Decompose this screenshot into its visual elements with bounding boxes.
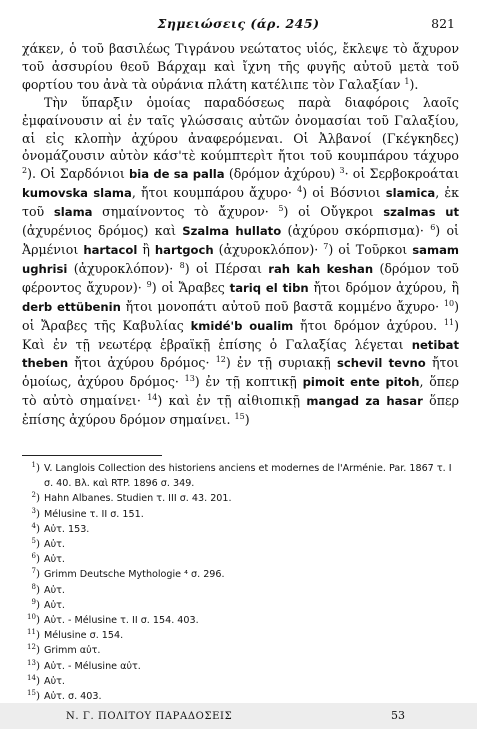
footnote bbox=[22, 659, 459, 674]
footnote-mark: $^{10}$) bbox=[27, 613, 40, 627]
text-run: ) οἱ Ἀρμένιοι bbox=[22, 223, 459, 257]
text-run: (δρόμον ἀχύρου) bbox=[224, 166, 340, 182]
footnote-text: Αὐτ. bbox=[44, 554, 65, 566]
text-run: ) οἱ Βόσνιοι bbox=[302, 185, 386, 201]
text-run: , ὅπερ τὸ αὐτὸ σημαίνει· bbox=[22, 374, 459, 409]
scan-footer bbox=[0, 703, 477, 729]
foreign-term: schevil tevno bbox=[336, 356, 426, 371]
text-run: ἤτοι μονοπάτι αὐτοῦ ποῦ βαστᾶ κομμένο ἄχυρο· bbox=[120, 298, 444, 314]
footnote-mark: $^1$) bbox=[31, 461, 40, 474]
main-text bbox=[22, 40, 459, 429]
text-run: ἤτοι δρόμον ἀχύρου. bbox=[293, 317, 444, 333]
text-run: ἢ bbox=[137, 241, 155, 257]
text-run: Τὴν ὕπαρξιν ὁμοίας παραδόσεως παρὰ διαφόροις λαοῖς ἐμφαίνουσιν αἱ ἐν ταῖς γλώσσαις αὐτῶν ὀνομασίαι τοῦ Γαλαξίου, αἱ εἰς κλοπὴν ἀχύρου ἀναφερόμεναι. Οἱ Ἀλβανοί (Γκέγκηδες) ὀνομάζουσιν αὐτὸν κάσ'τὲ κούμπτερὶτ ἤτοι τοῦ κουμπάρου τάχυρο bbox=[22, 94, 459, 164]
text-run: ) ἐν τῇ συριακῇ bbox=[225, 355, 337, 371]
footnote-number: 14 bbox=[27, 673, 36, 682]
footnote-ref: 5 bbox=[278, 204, 284, 214]
footnote-text: Αὐτ. bbox=[44, 584, 65, 596]
footnote bbox=[22, 613, 459, 628]
text-run: ) οἱ Ἄραβες τῆς Καβυλίας bbox=[22, 298, 459, 333]
footnote-number: 15 bbox=[27, 689, 36, 698]
footnote bbox=[22, 552, 459, 567]
foreign-term: samam ughrisi bbox=[22, 242, 459, 276]
foreign-term: slama bbox=[53, 205, 93, 220]
text-run: (ἀχυρένιος δρόμος) καὶ bbox=[22, 223, 183, 239]
footnote-ref: 4 bbox=[297, 185, 303, 195]
footnote-ref: 11 bbox=[443, 317, 455, 327]
footnote bbox=[22, 537, 459, 552]
footnote-mark: $^3$) bbox=[31, 506, 40, 520]
footnote-ref: 12 bbox=[215, 355, 226, 365]
footnotes bbox=[22, 461, 459, 704]
footnote-ref: 10 bbox=[443, 298, 455, 308]
foreign-term: bia de sa palla bbox=[129, 167, 225, 182]
footnote-ref: 14 bbox=[147, 393, 158, 403]
footnote-text: Αὐτ. bbox=[44, 599, 65, 611]
footnote-number: 5 bbox=[31, 537, 36, 546]
text-run: , ἤτοι κουμπάρου ἄχυρο· bbox=[131, 185, 298, 201]
foreign-term: tariq el tibn bbox=[229, 280, 309, 295]
footnote-mark: $^{14}$) bbox=[27, 673, 40, 687]
text-run: σημαίνοντος τὸ ἄχυρον· bbox=[92, 204, 279, 220]
footnote-ref: 1 bbox=[404, 76, 410, 86]
footnote-text: Mélusine τ. II σ. 151. bbox=[44, 508, 144, 520]
footer-page-number: 53 bbox=[391, 709, 405, 722]
footnote-text: Grimm αὐτ. bbox=[44, 645, 101, 657]
footnote-number: 12 bbox=[27, 643, 36, 652]
foreign-term: derb ettübenin bbox=[22, 299, 121, 314]
footnote-ref: 6 bbox=[430, 223, 436, 233]
footnote bbox=[22, 628, 459, 643]
text-run: ) ἐν τῇ κοπτικῇ bbox=[194, 374, 303, 390]
footnote-mark: $^2$) bbox=[31, 491, 40, 505]
footnote-number: 7 bbox=[31, 567, 36, 576]
footnote bbox=[22, 491, 459, 506]
running-title: Σημειώσεις (άρ. 245) bbox=[157, 16, 320, 31]
footnote-mark: $^7$) bbox=[31, 567, 40, 581]
footnote-mark: $^5$) bbox=[31, 537, 40, 551]
text-run: ἤτοι ἀχύρου δρόμος· bbox=[68, 355, 216, 371]
foreign-term: hartacol bbox=[83, 242, 138, 257]
footnote-number: 6 bbox=[31, 552, 36, 561]
footnote-text: Αὐτ. - Mélusine τ. II σ. 154. 403. bbox=[44, 615, 199, 627]
foreign-term: rah kah keshan bbox=[268, 261, 374, 276]
text-run: (δρόμον τοῦ φέροντος ἄχυρον)· bbox=[22, 260, 459, 295]
foreign-term: mangad za hasar bbox=[306, 394, 423, 409]
footnote-mark: $^9$) bbox=[31, 597, 40, 611]
page-number: 821 bbox=[431, 16, 455, 31]
text-run: ὅπερ ἐπίσης ἀχύρου δρόμον σημαίνει. bbox=[22, 393, 459, 428]
paragraph-1 bbox=[22, 40, 459, 94]
footnote-text: V. Langlois Collection des historiens anciens et modernes de l'Arménie. Par. 1867 τ. I σ. 40. Βλ. καὶ RTP. 1896 σ. 349. bbox=[44, 463, 452, 490]
text-run: ) bbox=[244, 412, 250, 428]
foreign-term: kmidé'b oualim bbox=[190, 318, 294, 333]
footnote-text: Hahn Albanes. Studien τ. III σ. 43. 201. bbox=[44, 493, 232, 505]
footnote-text: Αὐτ. σ. 403. bbox=[44, 691, 102, 703]
footnote-ref: 2 bbox=[22, 166, 28, 176]
text-run: ). bbox=[409, 76, 419, 92]
text-run: χάκεν, ὁ τοῦ βασιλέως Τιγράνου νεώτατος υἱός, ἔκλεψε τὸ ἄχυρον τοῦ ἀσσυρίου θεοῦ Βάρχαμ καὶ ἴχνη τῆς φυγῆς αὐτοῦ μετὰ τοῦ φορτίου του ἀνὰ τὰ οὐράνια πλάτη κατέλιπε τὸν Γαλαξίαν bbox=[22, 41, 459, 92]
footnote-number: 8 bbox=[31, 582, 36, 591]
text-run: , ἐκ τοῦ bbox=[22, 185, 460, 220]
text-run: (ἀχυροκλόπον)· bbox=[67, 260, 180, 276]
foreign-term: szalmas ut bbox=[383, 205, 459, 220]
footnote-number: 13 bbox=[27, 658, 36, 667]
foreign-term: slamica bbox=[385, 186, 436, 201]
footnote bbox=[22, 507, 459, 522]
text-run: (ἀχυροκλόπον)· bbox=[213, 241, 324, 257]
text-run: ). Οἱ Σαρδόνιοι bbox=[27, 166, 129, 182]
foreign-term: hartgoch bbox=[154, 242, 214, 257]
footnote-text: Αὐτ. bbox=[44, 539, 65, 551]
footnote-text: Αὐτ. bbox=[44, 675, 65, 687]
footer-title: Ν. Γ. ΠΟΛΙΤΟΥ ΠΑΡΑΔΟΣΕΙΣ bbox=[66, 711, 233, 722]
text-run: ) καὶ ἐν τῇ αἰθιοπικῇ bbox=[157, 393, 307, 409]
footnote-ref: 15 bbox=[234, 412, 245, 422]
footnote bbox=[22, 689, 459, 704]
footnote-ref: 3 bbox=[339, 166, 345, 176]
footnote-number: 10 bbox=[27, 613, 36, 622]
text-run: (ἀχύρου σκόρπισμα)· bbox=[281, 223, 431, 239]
text-run: ) οἱ Τοῦρκοι bbox=[328, 241, 413, 257]
footnote-separator bbox=[22, 455, 162, 456]
text-run: ) οἱ Ἄραβες bbox=[151, 279, 230, 295]
footnote-number: 9 bbox=[31, 597, 36, 606]
text-run: ἤτοι ὁμοίως, ἀχύρου δρόμος· bbox=[22, 355, 459, 390]
footnote-mark: $^{11}$) bbox=[27, 628, 40, 642]
running-header bbox=[20, 16, 457, 34]
footnote-text: Αὐτ. - Mélusine αὐτ. bbox=[44, 660, 141, 672]
footnote-mark: $^{15}$) bbox=[27, 689, 40, 703]
footnote bbox=[22, 583, 459, 598]
footnote-mark: $^8$) bbox=[31, 582, 40, 596]
footnote bbox=[22, 598, 459, 613]
paragraph-2 bbox=[22, 94, 459, 429]
foreign-term: netibat theben bbox=[22, 337, 459, 371]
footnote-text: Grimm Deutsche Mythologie ⁴ σ. 296. bbox=[44, 569, 225, 581]
footnote bbox=[22, 643, 459, 658]
footnote-number: 3 bbox=[31, 506, 36, 515]
footnote-text: Mélusine σ. 154. bbox=[44, 630, 124, 642]
footnote bbox=[22, 674, 459, 689]
footnote-ref: 9 bbox=[146, 279, 152, 289]
footnote-number: 1 bbox=[31, 461, 36, 469]
footnote-number: 11 bbox=[27, 628, 36, 637]
footnote-text: Αὐτ. 153. bbox=[44, 523, 90, 535]
footnote bbox=[22, 567, 459, 582]
text-run: ) Καὶ ἐν τῇ νεωτέρᾳ ἑβραϊκῇ ἐπίσης ὁ Γαλαξίας λέγεται bbox=[22, 317, 459, 352]
footnote-number: 2 bbox=[31, 491, 36, 500]
text-run: ) οἱ Πέρσαι bbox=[184, 260, 269, 276]
text-run: ) οἱ Οὔγκροι bbox=[283, 204, 384, 220]
footnote-ref: 13 bbox=[184, 374, 195, 384]
footnote-number: 4 bbox=[31, 521, 36, 530]
footnote-mark: $^6$) bbox=[31, 552, 40, 566]
foreign-term: kumovska slama bbox=[22, 186, 132, 201]
footnote bbox=[22, 522, 459, 537]
footnote-mark: $^{12}$) bbox=[27, 643, 40, 657]
text-run: ἤτοι δρόμον ἀχύρου, ἢ bbox=[308, 279, 459, 295]
foreign-term: Szalma hullato bbox=[182, 224, 282, 239]
footnote-mark: $^4$) bbox=[31, 521, 40, 535]
footnote bbox=[22, 461, 459, 491]
footnote-ref: 8 bbox=[179, 260, 185, 270]
footnote-mark: $^{13}$) bbox=[27, 658, 40, 672]
text-run: · οἱ Σερβοκροάται bbox=[344, 166, 460, 182]
footnote-ref: 7 bbox=[323, 241, 329, 251]
foreign-term: pimoit ente pitoh bbox=[302, 375, 420, 390]
